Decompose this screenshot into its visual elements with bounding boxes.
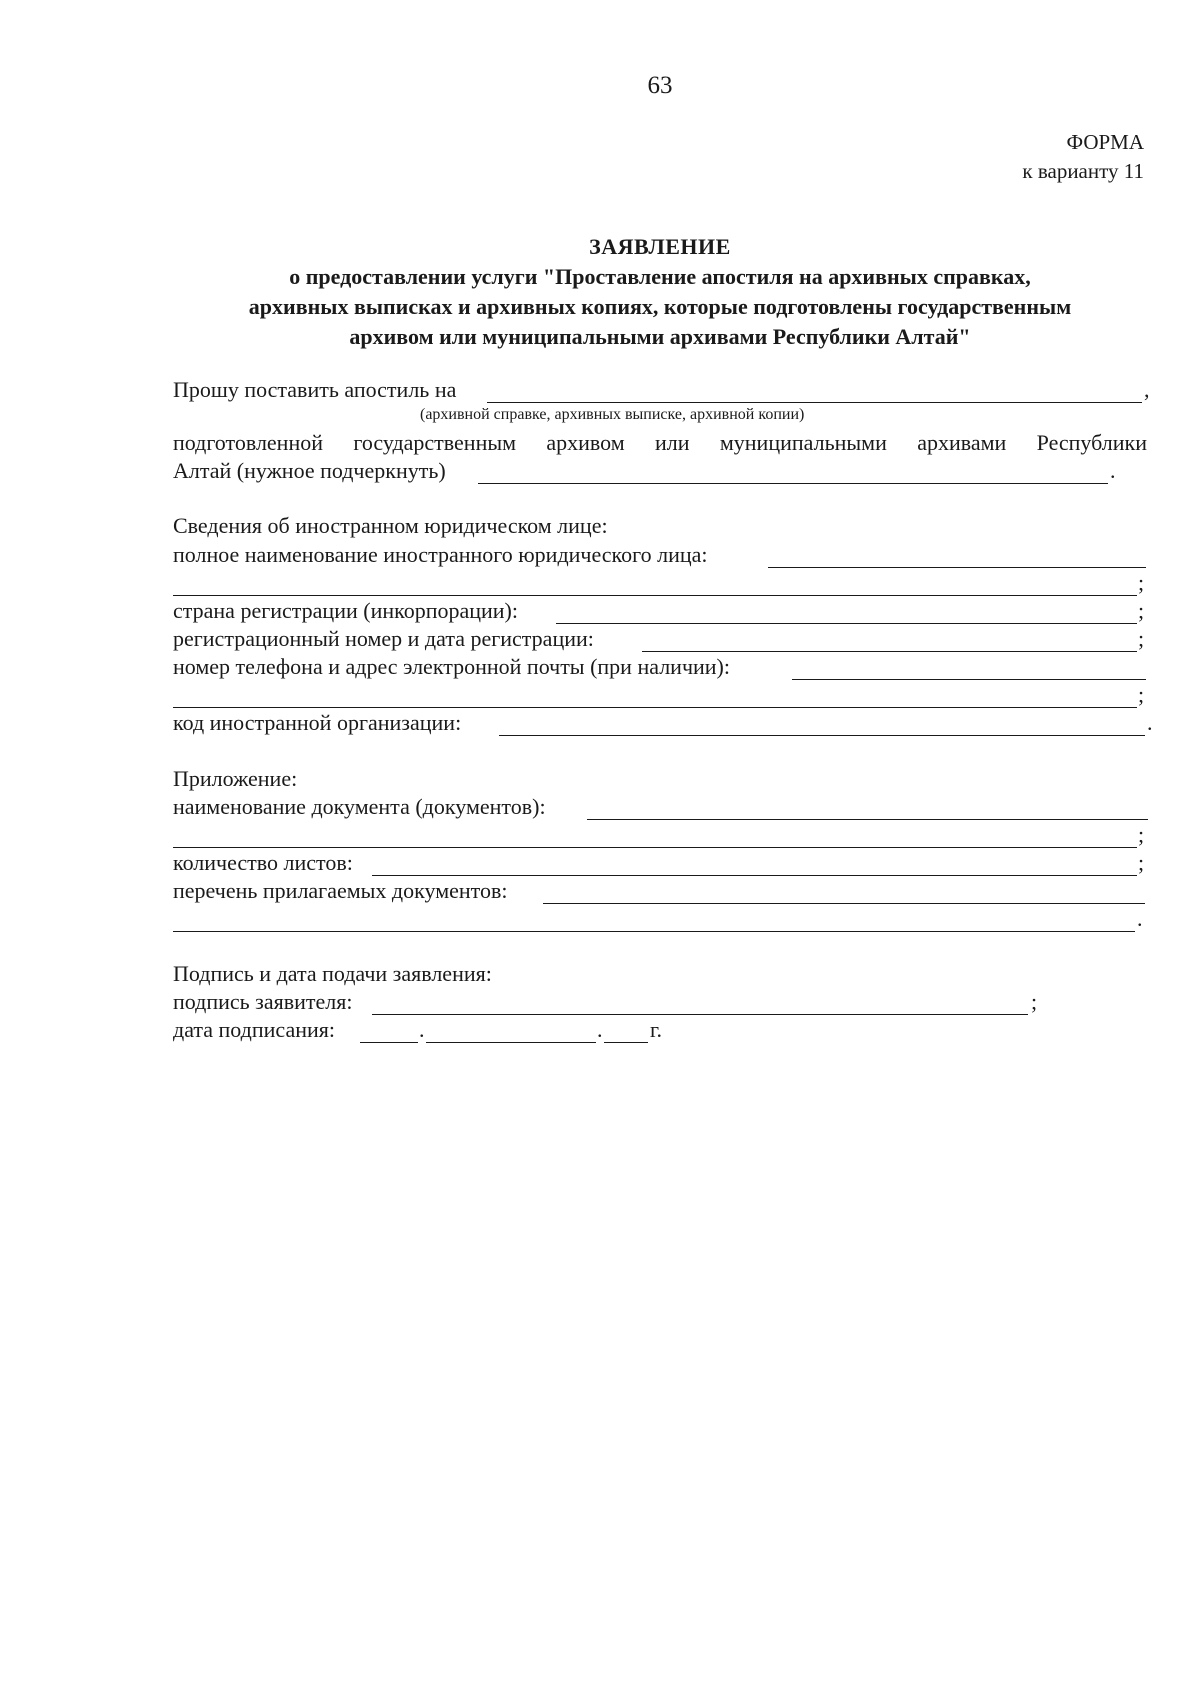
request-line-2: подготовленной государственным архивом или муниципальными архивами Республики <box>173 430 1147 455</box>
sheet-count-semicolon: ; <box>1138 850 1145 875</box>
full-name-label: полное наименование иностранного юридического лица: <box>173 542 708 567</box>
foreign-entity-heading: Сведения об иностранном юридическом лице: <box>173 513 608 538</box>
doc-list-field-cont[interactable] <box>173 931 1135 932</box>
request-period: . <box>1110 458 1116 483</box>
doc-list-field[interactable] <box>543 903 1145 904</box>
form-label: ФОРМА <box>1066 130 1144 154</box>
doc-list-label: перечень прилагаемых документов: <box>173 878 508 903</box>
full-name-field[interactable] <box>768 567 1146 568</box>
sign-date-day-field[interactable] <box>360 1042 418 1043</box>
org-code-label: код иностранной организации: <box>173 710 462 735</box>
document-title <box>160 232 1160 352</box>
country-semicolon: ; <box>1138 598 1145 623</box>
applicant-sign-semicolon: ; <box>1031 989 1038 1014</box>
country-field[interactable] <box>556 623 1137 624</box>
apostille-document-field[interactable] <box>487 402 1142 403</box>
reg-number-semicolon: ; <box>1138 626 1145 651</box>
title-line-2: архивных выписках и архивных копиях, которые подготовлены государственным <box>248 294 1072 319</box>
title-line-3: архивом или муниципальными архивами Республики Алтай" <box>349 324 971 349</box>
sheet-count-field[interactable] <box>372 875 1137 876</box>
appendix-heading: Приложение: <box>173 766 298 791</box>
title-main: ЗАЯВЛЕНИЕ <box>589 234 731 259</box>
form-label-block <box>1022 128 1144 186</box>
sign-date-dot-1: . <box>419 1017 425 1042</box>
country-label: страна регистрации (инкорпорации): <box>173 598 518 623</box>
full-name-semicolon: ; <box>1138 570 1145 595</box>
doc-name-field-cont[interactable] <box>173 847 1137 848</box>
sign-date-month-field[interactable] <box>426 1042 596 1043</box>
reg-number-label: регистрационный номер и дата регистрации: <box>173 626 594 651</box>
full-name-field-cont[interactable] <box>173 595 1137 596</box>
request-hint: (архивной справке, архивных выписке, архивной копии) <box>420 406 805 423</box>
doc-list-period: . <box>1137 906 1143 931</box>
doc-name-field[interactable] <box>587 819 1148 820</box>
contacts-field-cont[interactable] <box>173 707 1137 708</box>
request-line-3-label: Алтай (нужное подчеркнуть) <box>173 458 446 483</box>
doc-name-label: наименование документа (документов): <box>173 794 546 819</box>
sign-date-year-field[interactable] <box>604 1042 648 1043</box>
org-code-period: . <box>1147 710 1153 735</box>
sign-date-label: дата подписания: <box>173 1017 335 1042</box>
sign-date-dot-2: . <box>597 1017 603 1042</box>
title-line-1: о предоставлении услуги "Проставление апостиля на архивных справках, <box>289 264 1031 289</box>
contacts-semicolon: ; <box>1138 682 1145 707</box>
request-line-1-label: Прошу поставить апостиль на <box>173 377 457 402</box>
doc-name-semicolon: ; <box>1138 822 1145 847</box>
contacts-label: номер телефона и адрес электронной почты (при наличии): <box>173 654 730 679</box>
sheet-count-label: количество листов: <box>173 850 353 875</box>
org-code-field[interactable] <box>499 735 1145 736</box>
applicant-sign-label: подпись заявителя: <box>173 989 353 1014</box>
sign-date-year-suffix: г. <box>650 1017 663 1042</box>
applicant-sign-field[interactable] <box>372 1014 1028 1015</box>
underline-choice-field[interactable] <box>478 483 1108 484</box>
reg-number-field[interactable] <box>642 651 1137 652</box>
signature-heading: Подпись и дата подачи заявления: <box>173 961 492 986</box>
contacts-field[interactable] <box>792 679 1146 680</box>
form-variant: к варианту 11 <box>1022 159 1144 183</box>
request-comma: , <box>1144 377 1150 402</box>
page-number: 63 <box>647 72 673 99</box>
